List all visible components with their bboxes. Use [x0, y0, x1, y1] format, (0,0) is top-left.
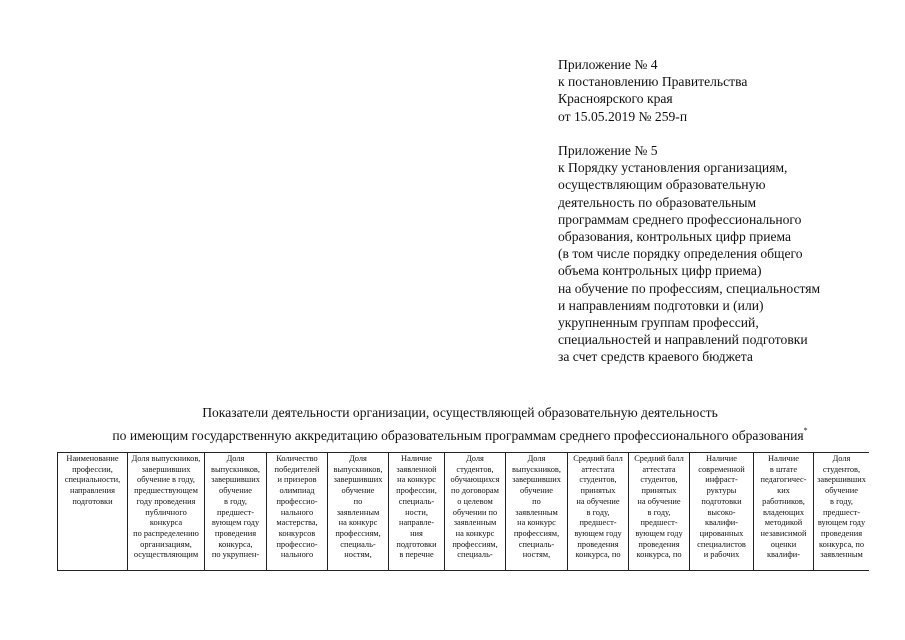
column-header-text: по [353, 496, 363, 506]
column-header-text: ностям, [522, 550, 551, 560]
column-header-text: специаль- [340, 539, 376, 549]
column-header-text: ности, [405, 507, 428, 517]
column-header-text: Доля выпускников, [131, 454, 201, 463]
column-header-3 [205, 453, 267, 572]
column-header-text: мастерства, [276, 518, 318, 528]
appendix-4-block [558, 56, 747, 125]
column-header-text: конкурса [149, 518, 183, 528]
column-header-text: на конкурс [338, 518, 378, 528]
column-header-text: заявленным [336, 507, 380, 517]
appendix-5-line: осуществляющим образовательную [558, 177, 766, 193]
column-header-text: обучении по [452, 507, 498, 517]
column-header-text: по укрупнен- [211, 550, 260, 560]
column-header-text: ностям, [344, 550, 372, 560]
column-header-text: вующем году [211, 518, 260, 528]
column-header-text: в году, [647, 507, 671, 517]
column-header-text: обучение [520, 486, 553, 496]
column-header-text: осуществляющим [133, 550, 199, 560]
column-header-1 [58, 453, 128, 572]
column-header-text: предшествующем [134, 486, 198, 496]
column-header-text: обучение [219, 486, 252, 496]
column-header-text: инфраст- [705, 475, 738, 485]
column-header-text: аттестата [581, 464, 615, 474]
column-header-text: студентов, [640, 475, 678, 485]
column-header-text: нального [280, 550, 314, 560]
footnote-mark: * [803, 426, 808, 435]
column-header-text: подготовки [72, 496, 113, 506]
appendix-5-line: на обучение по профессиям, специальностям [558, 280, 821, 296]
column-header-text: проведения [214, 528, 257, 538]
column-header-5 [328, 453, 389, 572]
column-header-text: специаль- [457, 550, 493, 560]
column-header-text: конкурсов [278, 528, 316, 538]
appendix-4-line: от 15.05.2019 № 259-п [558, 108, 688, 124]
indicators-table [57, 452, 869, 571]
appendix-4-line: Приложение № 4 [558, 57, 658, 72]
column-header-text: высоко- [707, 507, 736, 517]
column-header-text: владеющих [762, 507, 805, 517]
column-header-text: цированных [699, 528, 744, 538]
title-line-2-text: по имеющим государственную аккредитацию образовательным программам среднего профессионального образования [112, 428, 804, 443]
column-header-text: и призеров [277, 475, 317, 485]
column-header-text: победителей [274, 464, 320, 474]
column-header-text: по [532, 496, 541, 506]
column-header-text: конкурса, [218, 539, 253, 549]
column-header-text: вующем году [817, 518, 866, 528]
column-header-text: по договорам [451, 486, 499, 496]
column-header-text: на конкурс [517, 518, 556, 528]
column-header-text: заявленным [453, 518, 497, 528]
column-header-text: на обучение [576, 496, 620, 506]
appendix-5-line: за счет средств краевого бюджета [558, 349, 753, 365]
column-header-text: предшест- [579, 518, 617, 528]
column-header-text: педагогичес- [760, 475, 807, 485]
column-header-text: предшест- [216, 507, 255, 517]
column-header-text: в году, [224, 496, 247, 506]
column-header-text: проведения [820, 528, 863, 538]
column-header-6 [389, 453, 445, 572]
column-header-text: оценки [770, 539, 797, 549]
column-header-text: выпускников, [333, 464, 383, 474]
column-header-text: проведения [638, 539, 680, 549]
column-header-text: направле- [398, 518, 434, 528]
title-line-2 [60, 422, 860, 445]
column-header-2 [128, 453, 205, 572]
column-header-text: обучающихся [450, 475, 500, 485]
column-header-11 [690, 453, 754, 572]
appendix-4-line: к постановлению Правительства [558, 74, 748, 90]
appendix-5-line: объема контрольных цифр приема) [558, 263, 762, 279]
column-header-text: завершивших [141, 464, 191, 474]
column-header-text: обучение [341, 486, 375, 496]
column-header-text: Средний балл [573, 454, 623, 463]
column-header-text: Доля [226, 454, 245, 463]
column-header-4 [267, 453, 328, 572]
column-header-text: студентов, [822, 464, 861, 474]
column-header-text: профессио- [276, 496, 318, 506]
column-header-text: о целевом [457, 496, 493, 506]
column-header-text: направления [69, 486, 116, 496]
column-header-text: специаль- [518, 539, 555, 549]
column-header-13 [814, 453, 870, 572]
column-header-text: студентов, [579, 475, 617, 485]
column-header-text: вующем году [574, 528, 622, 538]
column-header-text: Доля [466, 454, 484, 463]
column-header-text: Средний балл [634, 454, 684, 463]
appendix-4-line: Красноярского края [558, 91, 673, 107]
appendix-5-line: образования, контрольных цифр приема [558, 229, 792, 245]
appendix-5-line: специальностей и направлений подготовки [558, 332, 808, 348]
column-header-10 [629, 453, 690, 572]
column-header-text: профессиям, [452, 539, 498, 549]
column-header-text: обучение [825, 486, 858, 496]
column-header-text: методикой [764, 518, 803, 528]
column-header-text: квалифи- [704, 518, 739, 528]
appendix-5-line: (в том числе порядку определения общего [558, 246, 803, 262]
column-header-text: Доля [832, 454, 851, 463]
column-header-text: ния [410, 528, 423, 538]
column-header-text: по распределению [133, 528, 199, 538]
column-header-text: завершивших [817, 475, 866, 485]
column-header-8 [506, 453, 568, 572]
appendix-5-block [558, 142, 820, 366]
column-header-text: Наличие [768, 454, 799, 463]
column-header-text: в году, [586, 507, 610, 517]
column-header-text: работников, [762, 496, 805, 506]
column-header-text: специалистов [697, 539, 746, 549]
column-header-text: Наличие [706, 454, 737, 463]
column-header-text: независимой [760, 528, 807, 538]
column-header-text: студентов, [456, 464, 494, 474]
column-header-text: принятых [580, 486, 616, 496]
column-header-text: профессиям, [513, 528, 560, 538]
column-header-text: организациям, [140, 539, 192, 549]
column-header-text: проведения [577, 539, 619, 549]
column-header-text: на конкурс [455, 528, 495, 538]
column-header-9 [568, 453, 629, 572]
column-header-text: обучение в году, [137, 475, 195, 485]
column-header-text: конкурса, по [575, 550, 621, 560]
column-header-text: подготовки [396, 539, 437, 549]
column-header-text: подготовки [701, 496, 742, 506]
column-header-text: современной [698, 464, 745, 474]
title-line-1: Показатели деятельности организации, осуществляющей образовательную деятельность [202, 405, 718, 420]
column-header-7 [445, 453, 506, 572]
column-header-text: завершивших [512, 475, 561, 485]
column-header-12 [754, 453, 814, 572]
column-header-text: профессио- [276, 539, 318, 549]
column-header-text: Количество [276, 454, 318, 463]
column-header-text: руктуры [706, 486, 737, 496]
column-header-text: завершивших [211, 475, 260, 485]
column-header-text: году проведения [136, 496, 196, 506]
column-header-text: в году, [830, 496, 853, 506]
document-title [60, 404, 860, 445]
column-header-text: на конкурс [397, 475, 436, 485]
column-header-text: в перечне [399, 550, 434, 560]
indicators-table-wrapper [57, 452, 869, 571]
column-header-text: нального [280, 507, 314, 517]
column-header-text: предшест- [822, 507, 861, 517]
column-header-text: и рабочих [703, 550, 740, 560]
appendix-5-line: и направлениям подготовки и (или) [558, 297, 764, 313]
column-header-text: вующем году [635, 528, 683, 538]
table-header-row [58, 453, 870, 572]
column-header-text: предшест- [640, 518, 678, 528]
column-header-text: в штате [769, 464, 798, 474]
column-header-text: специаль- [398, 496, 435, 506]
column-header-text: Доля [527, 454, 546, 463]
column-header-text: заявленным [820, 550, 863, 560]
column-header-text: профессии, [72, 464, 113, 474]
column-header-text: аттестата [642, 464, 676, 474]
column-header-text: публичного [145, 507, 187, 517]
appendix-5-line: Приложение № 5 [558, 143, 658, 158]
column-header-text: Доля [349, 454, 367, 463]
column-header-text: завершивших [333, 475, 383, 485]
column-header-text: олимпиад [279, 486, 315, 496]
column-header-text: Наименование [66, 454, 119, 463]
column-header-text: выпускников, [211, 464, 260, 474]
column-header-text: Наличие [401, 454, 432, 463]
column-header-text: заявленным [515, 507, 558, 517]
column-header-text: конкурса, по [818, 539, 865, 549]
column-header-text: конкурса, по [636, 550, 682, 560]
appendix-5-line: деятельность по образовательным [558, 194, 757, 210]
appendix-5-line: программам среднего профессионального [558, 211, 802, 227]
appendix-5-line: к Порядку установления организациям, [558, 160, 788, 176]
column-header-text: на обучение [637, 496, 681, 506]
column-header-text: профессиям, [335, 528, 381, 538]
column-header-text: квалифи- [766, 550, 801, 560]
appendix-5-line: укрупненным группам профессий, [558, 315, 759, 331]
column-header-text: профессии, [396, 486, 437, 496]
column-header-text: заявленной [396, 464, 437, 474]
column-header-text: выпускников, [512, 464, 561, 474]
column-header-text: ких [777, 486, 790, 496]
column-header-text: специальности, [64, 475, 121, 485]
column-header-text: принятых [641, 486, 677, 496]
